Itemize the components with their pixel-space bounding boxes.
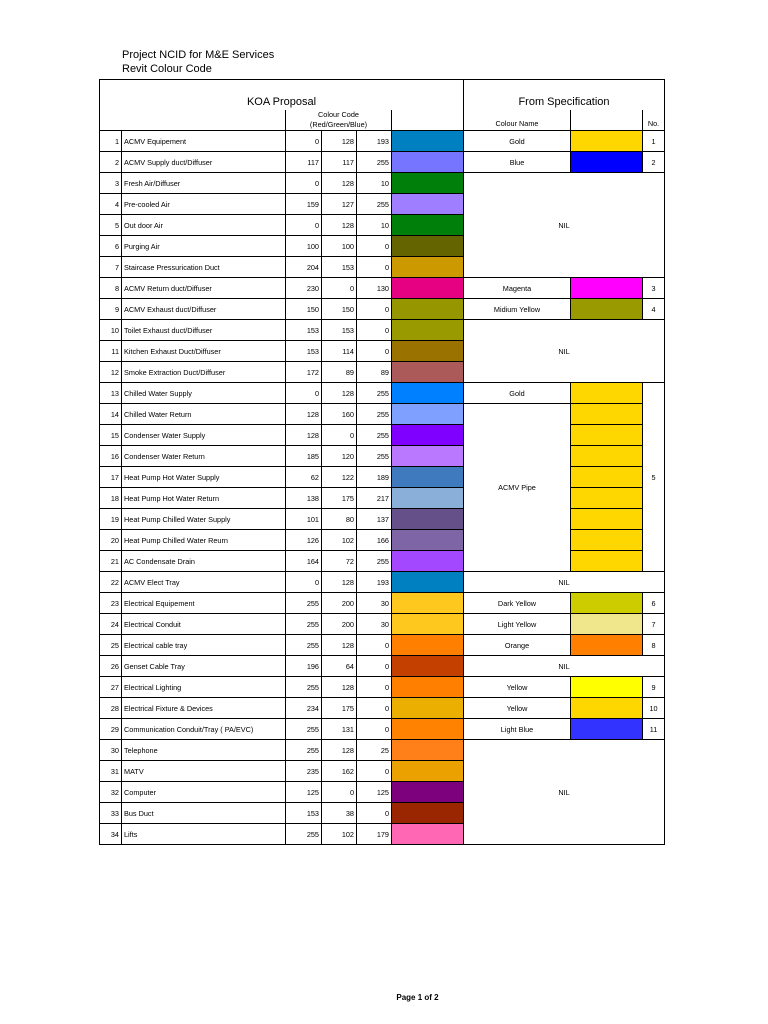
table-row bbox=[100, 383, 665, 404]
spec-colour-swatch bbox=[571, 635, 643, 656]
spec-colour-swatch bbox=[571, 152, 643, 173]
red-value: 153 bbox=[286, 320, 322, 341]
service-name: Fresh Air/Diffuser bbox=[122, 173, 286, 194]
blue-value: 25 bbox=[357, 740, 392, 761]
service-name: Lifts bbox=[122, 824, 286, 845]
blue-value: 30 bbox=[357, 614, 392, 635]
blue-value: 10 bbox=[357, 215, 392, 236]
red-value: 185 bbox=[286, 446, 322, 467]
colour-swatch bbox=[392, 593, 464, 614]
green-value: 127 bbox=[322, 194, 357, 215]
spec-number: 8 bbox=[643, 635, 665, 656]
page-number: Page 1 of 2 bbox=[396, 993, 439, 1002]
service-name: Chilled Water Supply bbox=[122, 383, 286, 404]
red-value: 0 bbox=[286, 572, 322, 593]
table-row bbox=[100, 173, 665, 194]
spec-colour-swatch bbox=[571, 404, 643, 425]
row-number: 18 bbox=[100, 488, 122, 509]
table-row bbox=[100, 551, 665, 572]
spec-number: 10 bbox=[643, 698, 665, 719]
colour-swatch bbox=[392, 215, 464, 236]
blue-value: 166 bbox=[357, 530, 392, 551]
red-value: 0 bbox=[286, 383, 322, 404]
colour-swatch bbox=[392, 635, 464, 656]
spec-number: 5 bbox=[643, 383, 665, 572]
red-value: 255 bbox=[286, 614, 322, 635]
colour-swatch bbox=[392, 467, 464, 488]
service-name: ACMV Return duct/Diffuser bbox=[122, 278, 286, 299]
spec-colour-swatch bbox=[571, 593, 643, 614]
green-value: 128 bbox=[322, 635, 357, 656]
spec-colour-swatch bbox=[571, 383, 643, 404]
green-value: 64 bbox=[322, 656, 357, 677]
green-value: 162 bbox=[322, 761, 357, 782]
red-value: 159 bbox=[286, 194, 322, 215]
green-value: 128 bbox=[322, 215, 357, 236]
colour-swatch bbox=[392, 299, 464, 320]
spec-colour-name: Orange bbox=[464, 635, 571, 656]
colour-swatch bbox=[392, 194, 464, 215]
colour-swatch bbox=[392, 152, 464, 173]
green-value: 38 bbox=[322, 803, 357, 824]
colour-swatch bbox=[392, 236, 464, 257]
spec-colour-swatch bbox=[571, 614, 643, 635]
spec-nil-cell: NIL bbox=[464, 173, 665, 278]
service-name: ACMV Elect Tray bbox=[122, 572, 286, 593]
colour-swatch bbox=[392, 572, 464, 593]
blue-value: 217 bbox=[357, 488, 392, 509]
colour-swatch bbox=[392, 341, 464, 362]
colour-swatch bbox=[392, 278, 464, 299]
green-value: 80 bbox=[322, 509, 357, 530]
blue-value: 89 bbox=[357, 362, 392, 383]
table-header-row bbox=[100, 80, 665, 110]
red-value: 0 bbox=[286, 173, 322, 194]
red-value: 255 bbox=[286, 719, 322, 740]
spec-number: 7 bbox=[643, 614, 665, 635]
red-value: 255 bbox=[286, 677, 322, 698]
colour-swatch bbox=[392, 488, 464, 509]
green-value: 0 bbox=[322, 278, 357, 299]
service-name: Heat Pump Hot Water Return bbox=[122, 488, 286, 509]
spec-colour-name: Magenta bbox=[464, 278, 571, 299]
blue-value: 189 bbox=[357, 467, 392, 488]
row-number: 3 bbox=[100, 173, 122, 194]
row-number: 25 bbox=[100, 635, 122, 656]
row-number: 26 bbox=[100, 656, 122, 677]
green-value: 131 bbox=[322, 719, 357, 740]
red-value: 153 bbox=[286, 341, 322, 362]
row-number: 20 bbox=[100, 530, 122, 551]
table-row bbox=[100, 467, 665, 488]
green-value: 128 bbox=[322, 572, 357, 593]
blue-value: 130 bbox=[357, 278, 392, 299]
document-subtitle: Revit Colour Code bbox=[122, 63, 212, 75]
spec-colour-name: Light Yellow bbox=[464, 614, 571, 635]
spec-colour-swatch bbox=[571, 719, 643, 740]
row-number: 2 bbox=[100, 152, 122, 173]
blue-value: 255 bbox=[357, 383, 392, 404]
row-number: 7 bbox=[100, 257, 122, 278]
green-value: 117 bbox=[322, 152, 357, 173]
row-number: 8 bbox=[100, 278, 122, 299]
project-title: Project NCID for M&E Services bbox=[122, 49, 275, 61]
blue-value: 0 bbox=[357, 635, 392, 656]
service-name: Communication Conduit/Tray ( PA/EVC) bbox=[122, 719, 286, 740]
spec-number: 11 bbox=[643, 719, 665, 740]
blue-value: 0 bbox=[357, 257, 392, 278]
row-number: 33 bbox=[100, 803, 122, 824]
row-number: 32 bbox=[100, 782, 122, 803]
spec-colour-swatch bbox=[571, 425, 643, 446]
service-name: Heat Pump Chilled Water Supply bbox=[122, 509, 286, 530]
green-value: 120 bbox=[322, 446, 357, 467]
colour-code-table bbox=[99, 79, 665, 845]
red-value: 126 bbox=[286, 530, 322, 551]
row-number: 6 bbox=[100, 236, 122, 257]
row-number: 22 bbox=[100, 572, 122, 593]
blue-value: 137 bbox=[357, 509, 392, 530]
row-number: 17 bbox=[100, 467, 122, 488]
spec-colour-name: Gold bbox=[464, 131, 571, 152]
red-value: 230 bbox=[286, 278, 322, 299]
service-name: Out door Air bbox=[122, 215, 286, 236]
red-value: 117 bbox=[286, 152, 322, 173]
table-row bbox=[100, 614, 665, 635]
green-value: 0 bbox=[322, 782, 357, 803]
spec-number: 6 bbox=[643, 593, 665, 614]
row-number: 11 bbox=[100, 341, 122, 362]
colour-swatch bbox=[392, 530, 464, 551]
green-value: 160 bbox=[322, 404, 357, 425]
table-body bbox=[100, 80, 665, 845]
row-number: 24 bbox=[100, 614, 122, 635]
green-value: 128 bbox=[322, 383, 357, 404]
red-value: 138 bbox=[286, 488, 322, 509]
blue-value: 10 bbox=[357, 173, 392, 194]
spec-colour-name: Yellow bbox=[464, 677, 571, 698]
red-value: 125 bbox=[286, 782, 322, 803]
spec-number: 4 bbox=[643, 299, 665, 320]
table-row bbox=[100, 446, 665, 467]
row-number: 9 bbox=[100, 299, 122, 320]
service-name: Heat Pump Hot Water Supply bbox=[122, 467, 286, 488]
red-value: 150 bbox=[286, 299, 322, 320]
colour-swatch bbox=[392, 740, 464, 761]
green-value: 128 bbox=[322, 740, 357, 761]
service-name: MATV bbox=[122, 761, 286, 782]
row-number: 13 bbox=[100, 383, 122, 404]
table-row bbox=[100, 299, 665, 320]
red-value: 204 bbox=[286, 257, 322, 278]
table-row bbox=[100, 740, 665, 761]
colour-name-heading: Colour Name bbox=[464, 110, 571, 131]
service-name: Chilled Water Return bbox=[122, 404, 286, 425]
blue-value: 193 bbox=[357, 572, 392, 593]
red-value: 255 bbox=[286, 824, 322, 845]
colour-swatch bbox=[392, 362, 464, 383]
spec-colour-swatch bbox=[571, 677, 643, 698]
green-value: 72 bbox=[322, 551, 357, 572]
service-name: Purging Air bbox=[122, 236, 286, 257]
spec-nil-cell: NIL bbox=[464, 656, 665, 677]
colour-swatch bbox=[392, 719, 464, 740]
blue-value: 255 bbox=[357, 551, 392, 572]
green-value: 175 bbox=[322, 698, 357, 719]
service-name: ACMV Exhaust duct/Diffuser bbox=[122, 299, 286, 320]
row-number: 19 bbox=[100, 509, 122, 530]
red-value: 0 bbox=[286, 215, 322, 236]
blue-value: 125 bbox=[357, 782, 392, 803]
service-name: Toilet Exhaust duct/Diffuser bbox=[122, 320, 286, 341]
green-value: 153 bbox=[322, 257, 357, 278]
spec-colour-name: ACMV Pipe bbox=[464, 404, 571, 572]
spec-nil-cell: NIL bbox=[464, 320, 665, 383]
green-value: 200 bbox=[322, 593, 357, 614]
service-name: ACMV Equipement bbox=[122, 131, 286, 152]
green-value: 175 bbox=[322, 488, 357, 509]
green-value: 128 bbox=[322, 131, 357, 152]
service-name: Electrical Equipement bbox=[122, 593, 286, 614]
spec-colour-swatch bbox=[571, 488, 643, 509]
green-value: 100 bbox=[322, 236, 357, 257]
colour-code-heading-line1: Colour Code bbox=[318, 109, 359, 119]
colour-swatch bbox=[392, 509, 464, 530]
red-value: 164 bbox=[286, 551, 322, 572]
spec-colour-swatch bbox=[571, 467, 643, 488]
colour-swatch bbox=[392, 677, 464, 698]
red-value: 0 bbox=[286, 131, 322, 152]
row-number: 14 bbox=[100, 404, 122, 425]
spec-nil-cell: NIL bbox=[464, 740, 665, 845]
blue-value: 0 bbox=[357, 236, 392, 257]
table-row bbox=[100, 278, 665, 299]
red-value: 255 bbox=[286, 635, 322, 656]
service-name: ACMV Supply duct/Diffuser bbox=[122, 152, 286, 173]
service-name: Heat Pump Chilled Water Reurn bbox=[122, 530, 286, 551]
table-row bbox=[100, 698, 665, 719]
table-row bbox=[100, 320, 665, 341]
row-number: 4 bbox=[100, 194, 122, 215]
red-value: 153 bbox=[286, 803, 322, 824]
green-value: 122 bbox=[322, 467, 357, 488]
blue-value: 193 bbox=[357, 131, 392, 152]
spec-colour-name: Light Blue bbox=[464, 719, 571, 740]
red-value: 172 bbox=[286, 362, 322, 383]
row-number: 30 bbox=[100, 740, 122, 761]
green-value: 102 bbox=[322, 824, 357, 845]
red-value: 62 bbox=[286, 467, 322, 488]
spec-colour-swatch bbox=[571, 698, 643, 719]
spec-colour-swatch bbox=[571, 131, 643, 152]
service-name: Genset Cable Tray bbox=[122, 656, 286, 677]
row-number: 27 bbox=[100, 677, 122, 698]
table-row bbox=[100, 593, 665, 614]
spec-colour-swatch bbox=[571, 530, 643, 551]
red-value: 100 bbox=[286, 236, 322, 257]
blue-value: 0 bbox=[357, 803, 392, 824]
row-number: 1 bbox=[100, 131, 122, 152]
spec-colour-name: Dark Yellow bbox=[464, 593, 571, 614]
blank-header-cell bbox=[100, 110, 286, 131]
blue-value: 0 bbox=[357, 656, 392, 677]
blank-header-cell bbox=[571, 110, 643, 131]
blue-value: 0 bbox=[357, 698, 392, 719]
row-number: 29 bbox=[100, 719, 122, 740]
table-row bbox=[100, 530, 665, 551]
blue-value: 179 bbox=[357, 824, 392, 845]
from-specification-heading: From Specification bbox=[464, 80, 665, 110]
table-row bbox=[100, 509, 665, 530]
row-number: 5 bbox=[100, 215, 122, 236]
blank-header-cell bbox=[392, 110, 464, 131]
blue-value: 0 bbox=[357, 761, 392, 782]
row-number: 21 bbox=[100, 551, 122, 572]
spec-colour-swatch bbox=[571, 551, 643, 572]
blue-value: 0 bbox=[357, 719, 392, 740]
spec-number: 2 bbox=[643, 152, 665, 173]
colour-swatch bbox=[392, 551, 464, 572]
spec-colour-swatch bbox=[571, 278, 643, 299]
red-value: 196 bbox=[286, 656, 322, 677]
row-number: 10 bbox=[100, 320, 122, 341]
colour-swatch bbox=[392, 320, 464, 341]
colour-swatch bbox=[392, 173, 464, 194]
row-number: 15 bbox=[100, 425, 122, 446]
blue-value: 255 bbox=[357, 152, 392, 173]
blue-value: 0 bbox=[357, 677, 392, 698]
service-name: Bus Duct bbox=[122, 803, 286, 824]
service-name: Electrical Fixture & Devices bbox=[122, 698, 286, 719]
spec-colour-name: Gold bbox=[464, 383, 571, 404]
service-name: Computer bbox=[122, 782, 286, 803]
spec-nil-cell: NIL bbox=[464, 572, 665, 593]
table-row bbox=[100, 131, 665, 152]
red-value: 255 bbox=[286, 593, 322, 614]
green-value: 200 bbox=[322, 614, 357, 635]
table-row bbox=[100, 719, 665, 740]
colour-code-heading bbox=[286, 110, 392, 131]
row-number: 34 bbox=[100, 824, 122, 845]
koa-proposal-heading: KOA Proposal bbox=[100, 80, 464, 110]
service-name: Electrical cable tray bbox=[122, 635, 286, 656]
service-name: Condenser Water Return bbox=[122, 446, 286, 467]
service-name: Telephone bbox=[122, 740, 286, 761]
service-name: Electrical Conduit bbox=[122, 614, 286, 635]
service-name: Condenser Water Supply bbox=[122, 425, 286, 446]
green-value: 128 bbox=[322, 677, 357, 698]
green-value: 150 bbox=[322, 299, 357, 320]
blue-value: 255 bbox=[357, 446, 392, 467]
no-heading: No. bbox=[643, 110, 665, 131]
spec-colour-swatch bbox=[571, 509, 643, 530]
table-row bbox=[100, 404, 665, 425]
red-value: 234 bbox=[286, 698, 322, 719]
colour-code-heading-line2: (Red/Green/Blue) bbox=[309, 119, 368, 129]
colour-swatch bbox=[392, 824, 464, 845]
colour-swatch bbox=[392, 404, 464, 425]
blue-value: 0 bbox=[357, 299, 392, 320]
service-name: Staircase Pressurication Duct bbox=[122, 257, 286, 278]
green-value: 128 bbox=[322, 173, 357, 194]
blue-value: 0 bbox=[357, 320, 392, 341]
table-row bbox=[100, 677, 665, 698]
green-value: 102 bbox=[322, 530, 357, 551]
spec-colour-name: Blue bbox=[464, 152, 571, 173]
blue-value: 255 bbox=[357, 425, 392, 446]
spec-colour-swatch bbox=[571, 446, 643, 467]
blue-value: 255 bbox=[357, 404, 392, 425]
spec-number: 9 bbox=[643, 677, 665, 698]
row-number: 16 bbox=[100, 446, 122, 467]
colour-swatch bbox=[392, 446, 464, 467]
service-name: Smoke Extraction Duct/Diffuser bbox=[122, 362, 286, 383]
green-value: 0 bbox=[322, 425, 357, 446]
red-value: 101 bbox=[286, 509, 322, 530]
row-number: 12 bbox=[100, 362, 122, 383]
table-row bbox=[100, 152, 665, 173]
colour-swatch bbox=[392, 383, 464, 404]
service-name: Kitchen Exhaust Duct/Diffuser bbox=[122, 341, 286, 362]
blue-value: 30 bbox=[357, 593, 392, 614]
red-value: 128 bbox=[286, 404, 322, 425]
table-row bbox=[100, 425, 665, 446]
row-number: 31 bbox=[100, 761, 122, 782]
green-value: 89 bbox=[322, 362, 357, 383]
green-value: 153 bbox=[322, 320, 357, 341]
service-name: AC Condensate Drain bbox=[122, 551, 286, 572]
spec-colour-name: Yellow bbox=[464, 698, 571, 719]
colour-swatch bbox=[392, 761, 464, 782]
colour-swatch bbox=[392, 803, 464, 824]
red-value: 255 bbox=[286, 740, 322, 761]
green-value: 114 bbox=[322, 341, 357, 362]
table-row bbox=[100, 656, 665, 677]
colour-swatch bbox=[392, 257, 464, 278]
service-name: Electrical Lighting bbox=[122, 677, 286, 698]
blue-value: 0 bbox=[357, 341, 392, 362]
colour-swatch bbox=[392, 656, 464, 677]
red-value: 235 bbox=[286, 761, 322, 782]
table-row bbox=[100, 572, 665, 593]
table-row bbox=[100, 488, 665, 509]
row-number: 28 bbox=[100, 698, 122, 719]
table-subheader-row bbox=[100, 110, 665, 131]
red-value: 128 bbox=[286, 425, 322, 446]
spec-number: 3 bbox=[643, 278, 665, 299]
colour-swatch bbox=[392, 131, 464, 152]
colour-swatch bbox=[392, 698, 464, 719]
colour-swatch bbox=[392, 782, 464, 803]
spec-colour-swatch bbox=[571, 299, 643, 320]
spec-number: 1 bbox=[643, 131, 665, 152]
colour-swatch bbox=[392, 425, 464, 446]
service-name: Pre-cooled Air bbox=[122, 194, 286, 215]
table-row bbox=[100, 635, 665, 656]
row-number: 23 bbox=[100, 593, 122, 614]
colour-swatch bbox=[392, 614, 464, 635]
blue-value: 255 bbox=[357, 194, 392, 215]
spec-colour-name: Midium Yellow bbox=[464, 299, 571, 320]
